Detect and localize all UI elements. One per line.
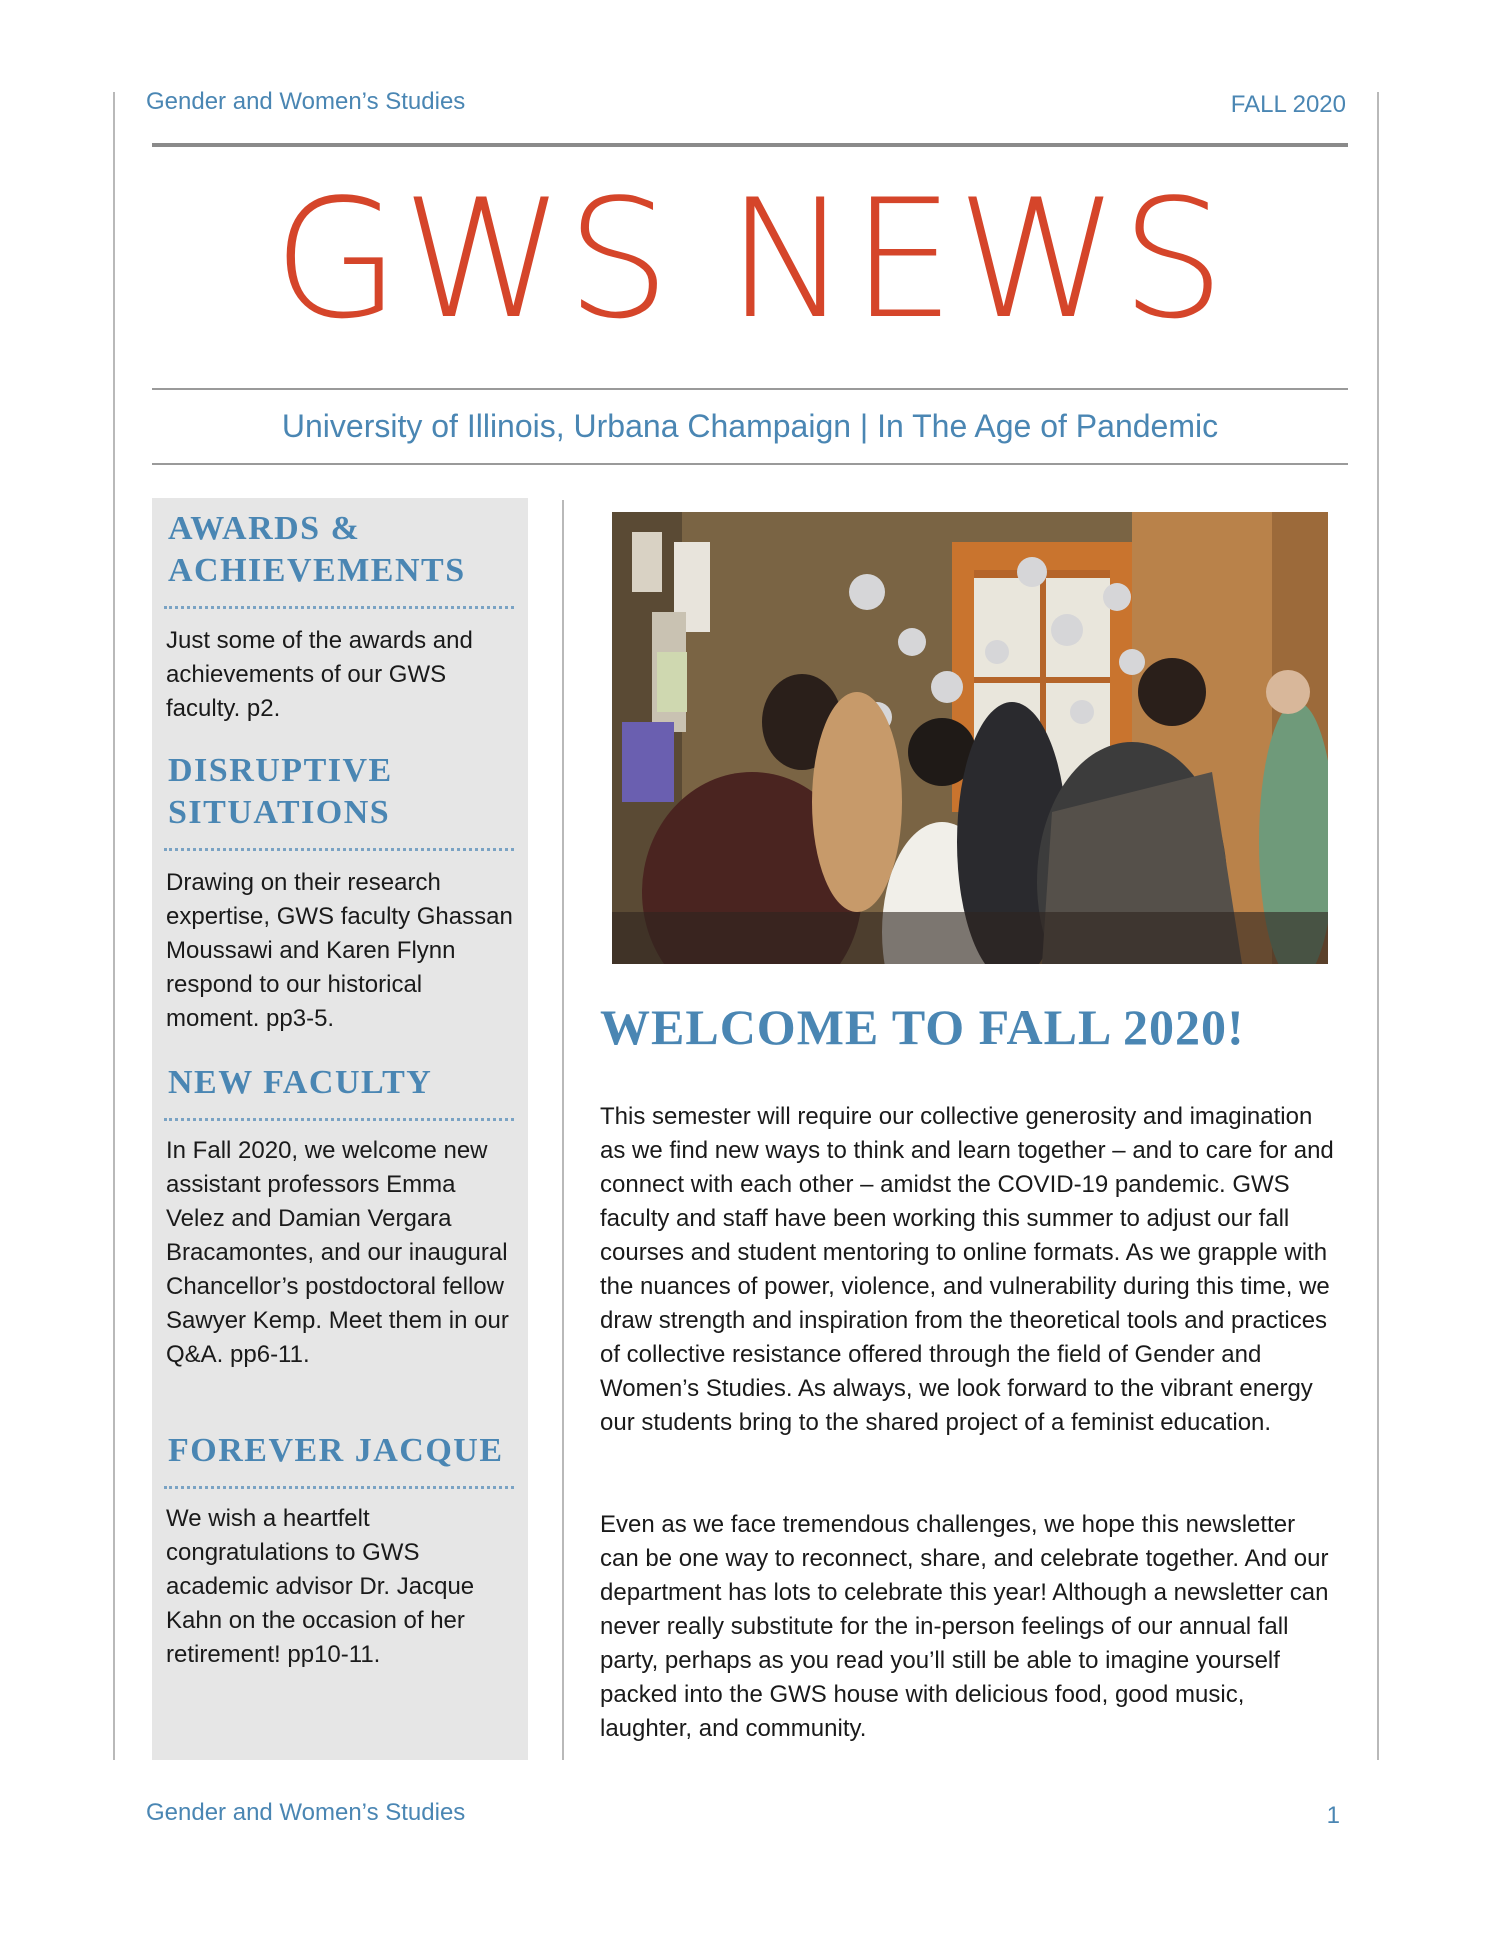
header-term: FALL 2020	[1230, 91, 1346, 118]
sidebar-divider	[164, 1118, 514, 1121]
sidebar-title-new-faculty: NEW FACULTY	[168, 1064, 433, 1101]
sidebar-body-awards: Just some of the awards and achievements of our GWS faculty. p2.	[166, 627, 473, 722]
subtitle-rule-bottom	[152, 463, 1348, 465]
sidebar-body-disruptive: Drawing on their research expertise, GWS faculty Ghassan Moussawi and Karen Flynn respond to our historical moment. pp3-5.	[166, 869, 513, 1032]
hallway-photo	[612, 512, 1328, 964]
right-margin-line	[1377, 92, 1379, 1760]
subtitle-rule-top	[152, 388, 1348, 390]
welcome-heading: WELCOME TO FALL 2020!	[600, 999, 1245, 1055]
sidebar-body-forever-jacque: We wish a heartfelt congratulations to GWS academic advisor Dr. Jacque Kahn on the occasion of her retirement! pp10-11.	[166, 1505, 475, 1668]
sidebar-divider	[164, 606, 514, 609]
welcome-paragraph-2: Even as we face tremendous challenges, we hope this newsletter can be one way to reconnect, share, and celebrate together. And our department has lots to celebrate this year! Although a newsletter can never really substitute for the in-person feelings of our annual fall party, perhaps as you read you’ll still be able to imagine yourself packed into the GWS house with delicious food, good music, laughter, and community.	[600, 1511, 1329, 1742]
footer-department: Gender and Women’s Studies	[146, 1799, 466, 1826]
sidebar-body-new-faculty: In Fall 2020, we welcome new assistant professors Emma Velez and Damian Vergara Bracamontes, and our inaugural Chancellor’s postdoctoral fellow Sawyer Kemp. Meet them in our Q&A. pp6-11.	[166, 1137, 509, 1368]
header-department: Gender and Women’s Studies	[146, 88, 466, 115]
sidebar-title-disruptive: DISRUPTIVE SITUATIONS	[168, 752, 393, 831]
masthead-title: GWS NEWS	[272, 164, 1228, 355]
sidebar-divider	[164, 1486, 514, 1489]
masthead-subtitle: University of Illinois, Urbana Champaign | In The Age of Pandemic	[281, 408, 1219, 444]
sidebar-divider	[164, 848, 514, 851]
header-rule	[152, 143, 1348, 147]
welcome-paragraph-1: This semester will require our collective generosity and imagination as we find new ways to think and learn together – and to care for and connect with each other – amidst the COVID-19 pandemic. GWS faculty and staff have been working this summer to adjust our fall courses and student mentoring to online formats. As we grapple with the nuances of power, violence, and vulnerability during this time, we draw strength and inspiration from the theoretical tools and practices of collective resistance offered through the field of Gender and Women’s Studies. As always, we look forward to the vibrant energy our students bring to the shared project of a feminist education.	[600, 1103, 1334, 1436]
column-divider	[562, 500, 564, 1760]
page-number: 1	[1326, 1802, 1340, 1829]
left-margin-line	[113, 92, 115, 1760]
sidebar-title-forever-jacque: FOREVER JACQUE	[168, 1432, 504, 1469]
sidebar	[152, 498, 528, 1760]
sidebar-title-awards: AWARDS & ACHIEVEMENTS	[168, 510, 466, 589]
